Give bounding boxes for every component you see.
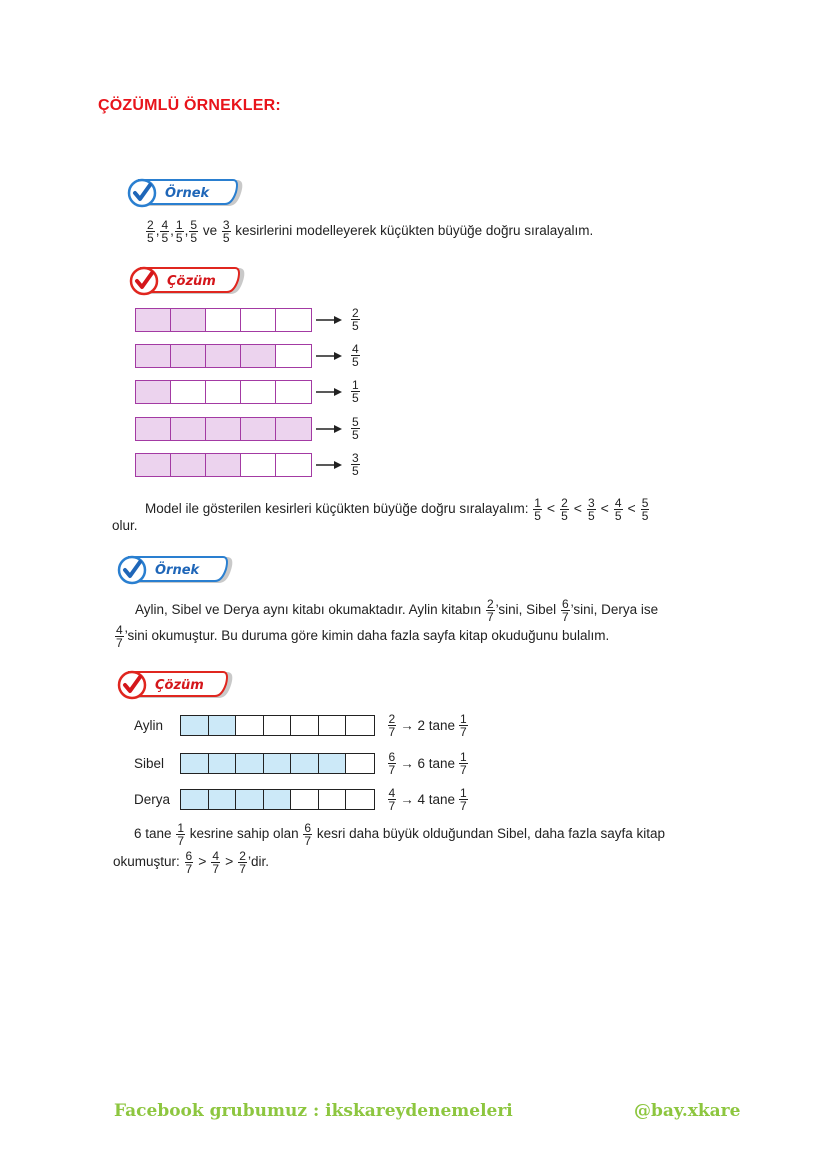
footer-handle: @bay.xkare [634, 1101, 741, 1121]
reader-row-derya [134, 787, 469, 812]
fraction: $\frac{5}{5}$ [190, 218, 198, 245]
reader-name: Aylin [134, 718, 164, 733]
svg-text:Çözüm: Çözüm [167, 274, 216, 289]
bar-cell-empty [276, 345, 311, 367]
bar-cell-empty [346, 716, 374, 735]
bar-cell-filled [319, 754, 347, 773]
reader-name: Derya [134, 792, 171, 807]
bar-cell-filled [136, 309, 171, 331]
example1-conclusion: Model ile gösterilen kesirleri küçükten büyüğe doğru sıralayalım: $\frac{1}{5}$ < $\frac{2}{5}$ < $\frac{3}{5}$ < $\frac{4}{5}$ < $\frac{5}{5}$ [145, 496, 649, 523]
fraction-model-row [135, 452, 361, 477]
bar-cell-empty [319, 716, 347, 735]
fraction-model-row [135, 343, 361, 368]
cozum-badge-1 [127, 264, 249, 298]
bar-cell-filled [241, 418, 276, 440]
reader-name: Sibel [134, 756, 165, 771]
fraction-bar [135, 380, 312, 404]
bar-cell-filled [136, 454, 171, 476]
fraction-bar [180, 753, 375, 774]
fraction: $\frac{6}{7}$ [388, 750, 396, 777]
bar-cell-empty [291, 790, 319, 809]
bar-cell-filled [209, 716, 237, 735]
fraction-bar [180, 715, 375, 736]
fraction: $\frac{4}{7}$ [388, 786, 396, 813]
bar-cell-filled [136, 345, 171, 367]
bar-cell-filled [264, 790, 292, 809]
bar-cell-empty [236, 716, 264, 735]
fraction: $\frac{2}{7}$ [388, 712, 396, 739]
bar-cell-empty [346, 754, 374, 773]
fraction: $\frac{1}{7}$ [459, 786, 467, 813]
bar-cell-empty [241, 454, 276, 476]
bar-cell-filled [181, 754, 209, 773]
bar-cell-filled [291, 754, 319, 773]
fraction: $\frac{4}{5}$ [352, 342, 359, 369]
example2-sentence2: okumuştur: $\frac{6}{7}$ > $\frac{4}{7}$ > $\frac{2}{7}$ ’dir. [113, 849, 269, 876]
bar-cell-empty [241, 381, 276, 403]
fraction: $\frac{1}{7}$ [459, 750, 467, 777]
bar-cell-filled [241, 345, 276, 367]
bar-cell-empty [319, 790, 347, 809]
fraction: $\frac{5}{5}$ [352, 415, 359, 442]
bar-cell-empty [171, 381, 206, 403]
arrow-right-icon [316, 423, 344, 435]
fraction-model-row [135, 379, 361, 404]
ornek-badge-2 [115, 553, 237, 587]
bar-cell-filled [136, 381, 171, 403]
bar-cell-empty [291, 716, 319, 735]
bar-cell-empty [206, 381, 241, 403]
fraction: $\frac{3}{5}$ [352, 451, 359, 478]
bar-cell-filled [181, 716, 209, 735]
example1-question: $\frac{2}{5}$ , $\frac{4}{5}$ , $\frac{1}{5}$ , $\frac{5}{5}$ ve $\frac{3}{5}$ kesirlerini modelleyerek küçükten büyüğe doğru sıralayalım. [147, 218, 594, 245]
bar-cell-filled [209, 754, 237, 773]
fraction: $\frac{1}{7}$ [459, 712, 467, 739]
fraction: $\frac{3}{5}$ [222, 218, 230, 245]
example2-sentence1: 6 tane $\frac{1}{7}$ kesrine sahip olan $\frac{6}{7}$ kesri daha büyük olduğundan Sibel, daha fazla sayfa kitap [134, 821, 666, 848]
fraction: $\frac{1}{5}$ [175, 218, 183, 245]
example1-olur: olur. [112, 518, 138, 533]
bar-cell-filled [171, 418, 206, 440]
reader-row-sibel [134, 751, 469, 776]
arrow-right-icon [316, 459, 344, 471]
unit-count-text: → 4 tane [400, 791, 455, 807]
fraction: $\frac{1}{5}$ [352, 378, 359, 405]
fraction: $\frac{2}{5}$ [352, 306, 359, 333]
example2-line1: Aylin, Sibel ve Derya aynı kitabı okumaktadır. Aylin kitabın $\frac{2}{7}$ ’sini, Sibel $\frac{6}{7}$ ’sini, Derya ise [135, 597, 659, 624]
fraction: $\frac{2}{5}$ [147, 218, 154, 245]
fraction-bar [135, 453, 312, 477]
bar-cell-filled [236, 754, 264, 773]
ornek-badge-label: Örnek [165, 186, 210, 201]
unit-count-text: → 6 tane [400, 755, 455, 771]
bar-cell-filled [181, 790, 209, 809]
fraction-model-row [135, 307, 361, 332]
fraction-bar [135, 344, 312, 368]
footer-facebook: Facebook grubumuz : ikskareydenemeleri [114, 1101, 513, 1121]
example2-line2: $\frac{4}{7}$ ’sini okumuştur. Bu duruma göre kimin daha fazla sayfa kitap okuduğunu bulalım. [116, 623, 610, 650]
bar-cell-empty [206, 309, 241, 331]
fraction-bar [180, 789, 375, 810]
bar-cell-filled [171, 454, 206, 476]
bar-cell-filled [209, 790, 237, 809]
ornek-badge-1 [125, 176, 247, 210]
fraction-bar [135, 308, 312, 332]
bar-cell-filled [206, 454, 241, 476]
bar-cell-empty [276, 381, 311, 403]
arrow-right-icon [316, 314, 344, 326]
bar-cell-filled [236, 790, 264, 809]
fraction-bar [135, 417, 312, 441]
bar-cell-filled [276, 418, 311, 440]
bar-cell-filled [206, 345, 241, 367]
bar-cell-empty [264, 716, 292, 735]
bar-cell-filled [264, 754, 292, 773]
reader-row-aylin [134, 713, 469, 738]
cozum-badge-2 [115, 668, 237, 702]
svg-text:Örnek: Örnek [155, 563, 200, 578]
bar-cell-filled [206, 418, 241, 440]
svg-text:Çözüm: Çözüm [155, 678, 204, 693]
bar-cell-filled [136, 418, 171, 440]
bar-cell-empty [276, 309, 311, 331]
bar-cell-filled [171, 309, 206, 331]
fraction: $\frac{4}{5}$ [161, 218, 169, 245]
page-heading: ÇÖZÜMLÜ ÖRNEKLER: [98, 97, 281, 114]
arrow-right-icon [316, 386, 344, 398]
bar-cell-empty [276, 454, 311, 476]
unit-count-text: → 2 tane [400, 717, 455, 733]
arrow-right-icon [316, 350, 344, 362]
bar-cell-empty [241, 309, 276, 331]
bar-cell-empty [346, 790, 374, 809]
fraction-model-row [135, 416, 361, 441]
bar-cell-filled [171, 345, 206, 367]
